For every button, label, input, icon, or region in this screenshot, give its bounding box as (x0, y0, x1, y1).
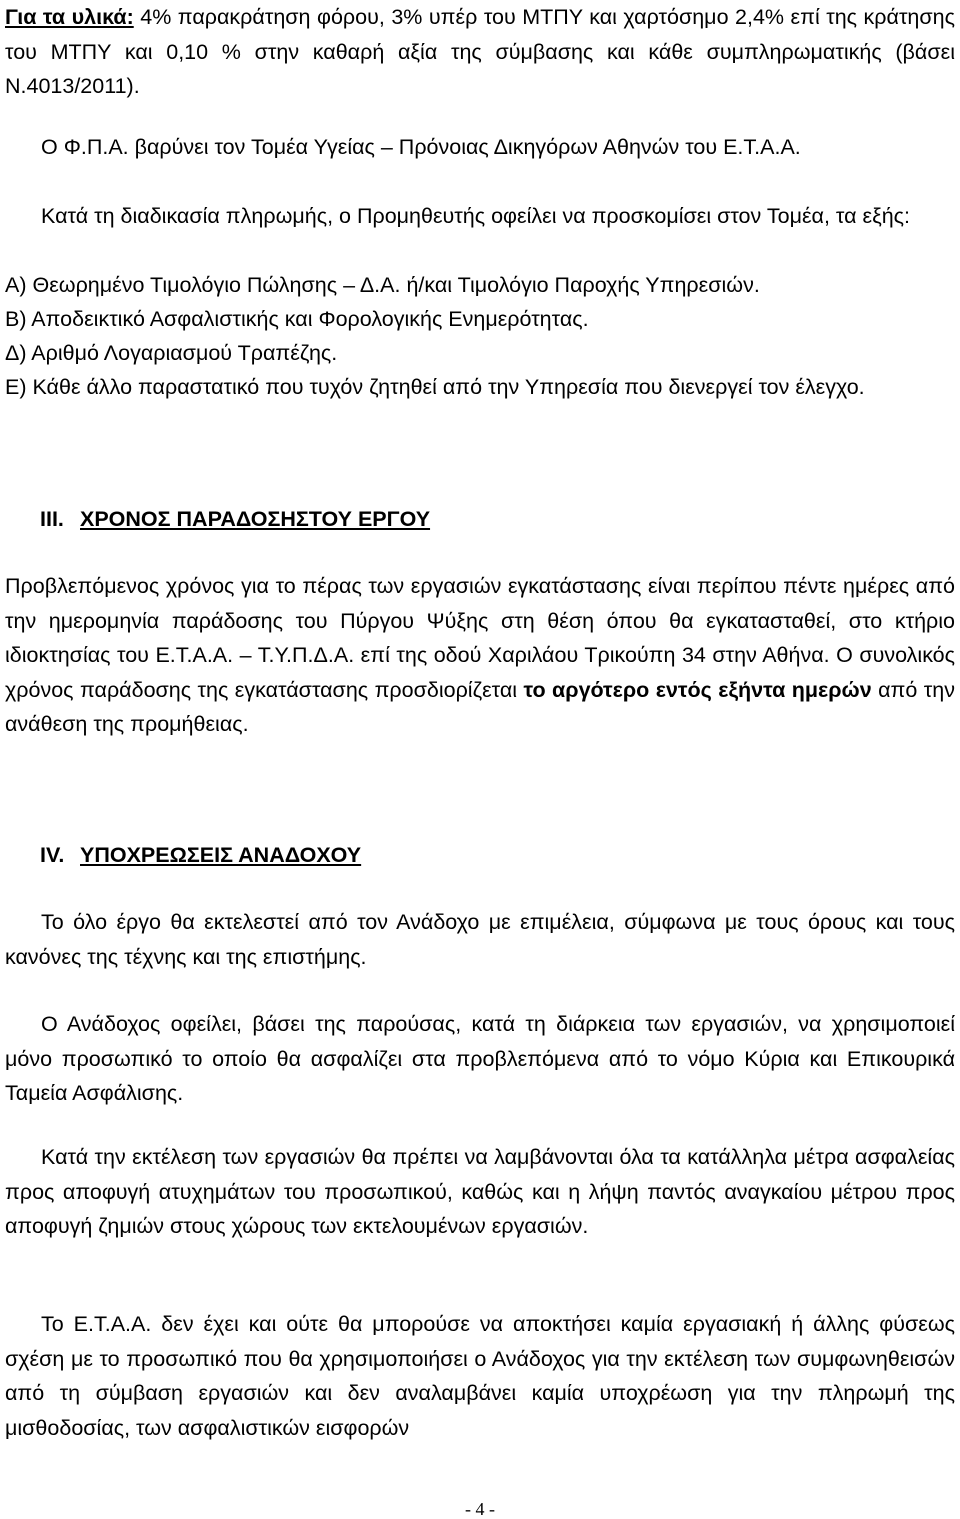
delivery-text-before: Προβλεπόμενος χρόνος για το πέρας των εργασιών εγκατάστασης είναι περίπου πέντε ημέρες από την ημερομηνία παράδοσης του Πύργου Ψύξης στη θέση όπου θα εγκατασταθεί, στο κτήριο ιδιοκτησίας του Ε.Τ.Α.Α. – Τ.Υ.Π.Δ.Α. επί της οδού Χαριλάου Τρικούπη 34 στην Αθήνα. Ο συνολικός χρόνος παράδοσης της εγκατάστασης προσδιορίζεται (5, 574, 955, 702)
payment-item-d: Δ) Αριθμό Λογαριασμού Τραπέζης. (5, 341, 338, 365)
section-3-number: III. (40, 507, 64, 531)
payment-intro-text: Κατά τη διαδικασία πληρωμής, ο Προμηθευτής οφείλει να προσκομίσει στον Τομέα, τα εξής: (41, 204, 911, 228)
payment-intro (5, 199, 955, 234)
section-4-title: ΥΠΟΧΡΕΩΣΕΙΣ ΑΝΑΔΟΧΟΥ (80, 843, 362, 867)
obligations-paragraph-3: Κατά την εκτέλεση των εργασιών θα πρέπει να λαμβάνονται όλα τα κατάλληλα μέτρα ασφαλείας προς αποφυγή ατυχημάτων του προσωπικού, καθώς και η λήψη παντός αναγκαίου μέτρου προς αποφυγή ζημιών στους χώρους των εκτελουμένων εργασιών. (5, 1145, 955, 1238)
delivery-text-after: από την ανάθεση της προμήθειας. (5, 677, 955, 736)
section-3-paragraph (5, 569, 955, 742)
obligations-paragraph-2: Ο Ανάδοχος οφείλει, βάσει της παρούσας, κατά τη διάρκεια των εργασιών, να χρησιμοποιεί μόνο προσωπικό το οποίο θα ασφαλίζει στα προβλεπόμενα από το νόμο Κύρια και Επικουρικά Ταμεία Ασφάλισης. (5, 1012, 955, 1105)
section-3-title: ΧΡΟΝΟΣ ΠΑΡΑΔΟΣΗΣΤΟΥ ΕΡΓΟΥ (80, 507, 431, 531)
payment-item-e: Ε) Κάθε άλλο παραστατικό που τυχόν ζητηθεί από την Υπηρεσία που διενεργεί τον έλεγχο. (5, 375, 865, 399)
vat-text: Ο Φ.Π.Α. βαρύνει τον Τομέα Υγείας – Πρόνοιας Δικηγόρων Αθηνών του Ε.Τ.Α.Α. (41, 135, 801, 159)
obligations-paragraph-1: Το όλο έργο θα εκτελεστεί από τον Ανάδοχο με επιμέλεια, σύμφωνα με τους όρους και τους κανόνες της τέχνης και της επιστήμης. (5, 910, 955, 969)
page-number: - 4 - (465, 1499, 495, 1519)
vat-paragraph (5, 130, 955, 165)
obligations-paragraph-4: Το Ε.Τ.Α.Α. δεν έχει και ούτε θα μπορούσε να αποκτήσει καμία εργασιακή ή άλλης φύσεως σχέση με το προσωπικό που θα χρησιμοποιήσει ο Ανάδοχος για την εκτέλεση των συμφωνηθεισών από τη σύμβαση εργασιών και δεν αναλαμβάνει καμία υποχρέωση για την πληρωμή της μισθοδοσίας, των ασφαλιστικών εισφορών (5, 1312, 955, 1440)
payment-item-a: Α) Θεωρημένο Τιμολόγιο Πώλησης – Δ.Α. ή/και Τιμολόγιο Παροχής Υπηρεσιών. (5, 273, 760, 297)
materials-paragraph (5, 0, 955, 104)
delivery-deadline: το αργότερο εντός εξήντα ημερών (523, 677, 872, 702)
payment-item-b: Β) Αποδεικτικό Ασφαλιστικής και Φορολογικής Ενημερότητας. (5, 307, 589, 331)
section-4-number: IV. (40, 843, 65, 867)
materials-label: Για τα υλικά: (5, 5, 134, 29)
materials-text: 4% παρακράτηση φόρου, 3% υπέρ του ΜΤΠΥ και χαρτόσημο 2,4% επί της κράτησης του ΜΤΠΥ και 0,10 % στην καθαρή αξία της σύμβασης και κάθε συμπληρωματικής (βάσει Ν.4013/2011). (5, 5, 955, 98)
